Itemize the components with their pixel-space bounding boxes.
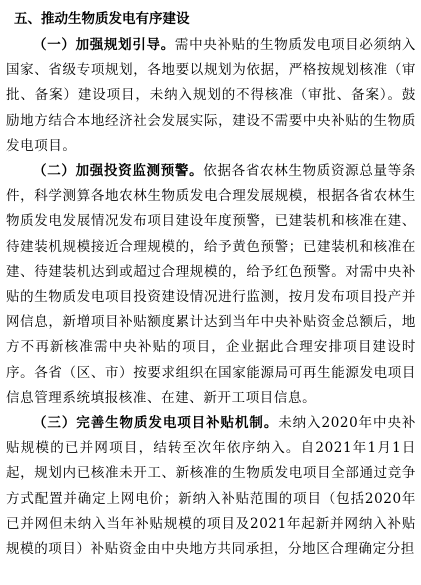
paragraph-lead: （一）加强规划引导。: [33, 37, 175, 53]
paragraph-subsidy-mechanism: [6, 411, 416, 562]
paragraph-body: 未纳入2020年中央补贴规模的已并网项目，结转至次年依序纳入。自2021年1月1日起，规划内已核准未开工、新核准的生物质发电项目全部通过竞争方式配置并确定上网电价；新纳入补贴范围的项目（包括2020年已并网但未纳入当年补贴规模的项目及2021年起新并网纳入补贴规模的项目）补贴资金由中央地方共同承担，分地区合理确定分担: [6, 415, 416, 558]
paragraph-body: 依据各省农林生物质资源总量等条件，科学测算各地农林生物质发电合理发展规模，根据各省农林生物质发电发展情况发布项目建设年度预警，已建装机和核准在建、待建装机规模接近合理规模的，给予黄色预警；已建装机和核准在建、待建装机达到或超过合理规模的，给予红色预警。对需中央补贴的生物质发电项目投资建设情况进行监测，按月发布项目投产并网信息，新增项目补贴额度累计达到当年中央补贴资金总额后，地方不再新核准需中央补贴的项目，企业据此合理安排项目建设时序。各省（区、市）按要求组织在国家能源局可再生能源发电项目信息管理系统填报核准、在建、新开工项目信息。: [6, 163, 417, 406]
paragraph-body: 需中央补贴的生物质发电项目必须纳入国家、省级专项规划，各地要以规划为依据，严格按规划核准（审批、备案）建设项目，未纳入规划的不得核准（审批、备案）。鼓励地方结合本地经济社会发展实际，建设不需要中央补贴的生物质发电项目。: [6, 37, 417, 154]
paragraph-lead: （二）加强投资监测预警。: [33, 163, 204, 180]
paragraph-investment-monitoring: [6, 159, 416, 411]
section-title: 五、推动生物质发电有序建设: [14, 11, 190, 27]
paragraph-lead: （三）完善生物质发电项目补贴机制。: [33, 415, 279, 432]
paragraph-planning-guidance: [6, 33, 416, 159]
